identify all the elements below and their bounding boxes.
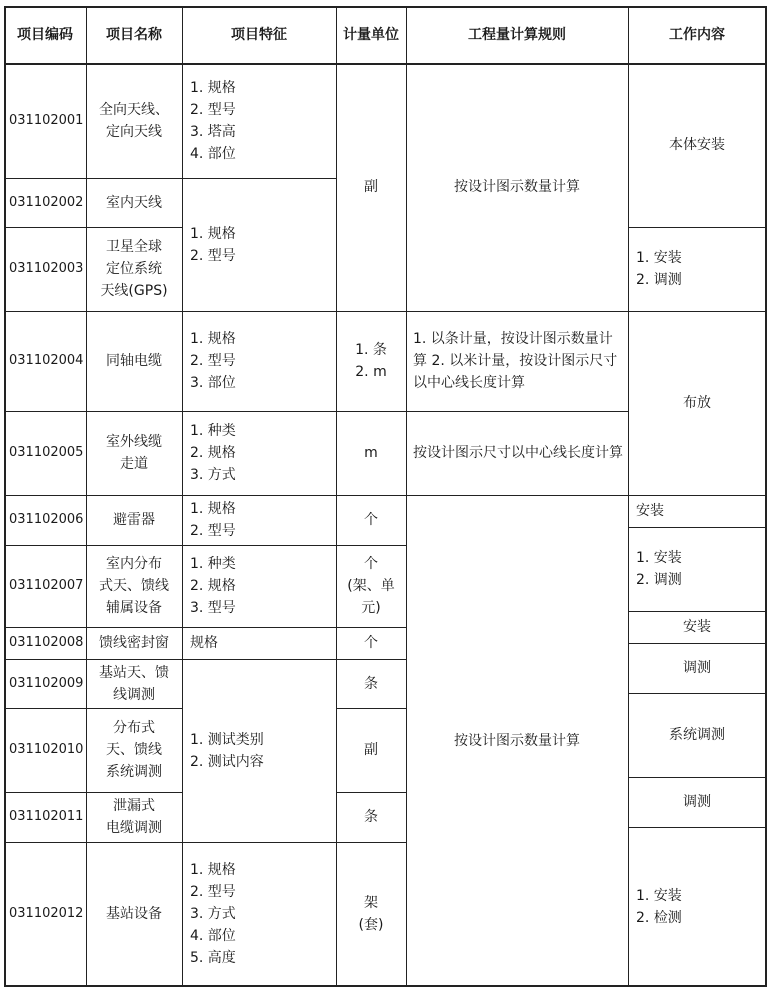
- feature-arrester: 1. 规格 2. 型号: [190, 501, 236, 539]
- table-border-right: [765, 6, 767, 987]
- row-divider: [4, 627, 406, 628]
- name-leaky-cable-test: 泄漏式 电缆调测: [106, 798, 162, 836]
- work-window-install: 安装: [683, 619, 711, 635]
- row-divider: [4, 227, 182, 228]
- header-code: 项目编码: [17, 26, 73, 43]
- work-distribution-install-test: 1. 安装 2. 调测: [636, 550, 682, 588]
- table-border-top: [4, 6, 766, 8]
- work-feeder-test: 调测: [683, 660, 711, 676]
- feature-testing: 1. 测试类别 2. 测试内容: [190, 731, 264, 770]
- code-031102004: 031102004: [9, 353, 84, 368]
- row-divider: [4, 411, 628, 412]
- name-indoor-distribution: 室内分布 式天、馈线 辅属设备: [99, 556, 169, 616]
- code-031102012: 031102012: [9, 906, 84, 921]
- code-031102003: 031102003: [9, 261, 84, 276]
- row-divider: [4, 495, 766, 496]
- feature-feeder-window: 规格: [190, 635, 218, 651]
- feature-base-station: 1. 规格 2. 型号 3. 方式 4. 部位 5. 高度: [190, 862, 236, 966]
- work-divider: [628, 693, 766, 694]
- work-leaky-test: 调测: [683, 794, 711, 810]
- code-031102009: 031102009: [9, 675, 84, 691]
- work-system-test: 系统调测: [669, 727, 725, 743]
- name-base-station-equipment: 基站设备: [106, 906, 162, 922]
- row-divider: [4, 311, 766, 312]
- unit-coax: 1. 条 2. m: [355, 342, 387, 380]
- name-indoor-antenna: 室内天线: [106, 194, 162, 211]
- column-divider: [182, 6, 183, 986]
- code-031102007: 031102007: [9, 578, 84, 593]
- code-031102010: 031102010: [9, 742, 84, 757]
- rule-antennas: 按设计图示数量计算: [454, 179, 580, 195]
- name-coax-cable: 同轴电缆: [106, 353, 162, 369]
- code-031102006: 031102006: [9, 512, 84, 527]
- work-laying: 布放: [683, 395, 711, 411]
- rule-cable-tray: 按设计图示尺寸以中心线长度计算: [413, 445, 623, 461]
- rule-coax: 1. 以条计量，按设计图示数量计算 2. 以米计量，按设计图示尺寸以中心线长度计算: [413, 331, 618, 391]
- unit-cable-tray: m: [364, 445, 378, 461]
- work-equipment-install-check: 1. 安装 2. 检测: [636, 887, 682, 926]
- name-feeder-window: 馈线密封窗: [99, 635, 169, 651]
- column-divider: [406, 6, 407, 986]
- work-divider: [628, 643, 766, 644]
- rule-devices: 按设计图示数量计算: [454, 732, 580, 749]
- unit-base-station-feeder-test: 条: [364, 675, 378, 692]
- unit-base-station: 架 (套): [358, 895, 384, 933]
- work-gps-install-test: 1. 安装 2. 调测: [636, 250, 682, 288]
- column-divider: [86, 6, 87, 986]
- unit-feeder-window: 个: [364, 635, 378, 651]
- header-rule: 工程量计算规则: [468, 26, 566, 43]
- column-divider: [336, 6, 337, 986]
- row-divider: [4, 708, 182, 709]
- name-cable-tray: 室外线缆 走道: [106, 434, 162, 472]
- work-divider: [628, 611, 766, 612]
- name-distributed-feeder-test: 分布式 天、馈线 系统调测: [106, 720, 162, 780]
- feature-antenna: 1. 规格 2. 型号 3. 塔高 4. 部位: [190, 79, 236, 162]
- name-antenna-directional: 全向天线、 定向天线: [99, 101, 169, 140]
- unit-arrester: 个: [364, 512, 378, 528]
- header-work: 工作内容: [669, 26, 725, 43]
- name-gps-antenna: 卫星全球 定位系统 天线(GPS): [100, 239, 168, 299]
- name-base-station-feeder-test: 基站天、馈 线调测: [99, 664, 169, 703]
- row-divider: [336, 792, 406, 793]
- feature-coax: 1. 规格 2. 型号 3. 部位: [190, 331, 236, 391]
- header-feature: 项目特征: [231, 26, 287, 43]
- column-divider: [628, 6, 629, 986]
- feature-cable-tray: 1. 种类 2. 规格 3. 方式: [190, 423, 236, 483]
- work-divider: [628, 527, 766, 528]
- code-031102002: 031102002: [9, 194, 84, 210]
- feature-indoor-gps: 1. 规格 2. 型号: [190, 225, 236, 264]
- header-unit: 计量单位: [343, 26, 399, 43]
- code-031102008: 031102008: [9, 635, 84, 650]
- header-name: 项目名称: [106, 26, 162, 43]
- row-divider: [4, 842, 406, 843]
- work-divider: [628, 777, 766, 778]
- table-border-bottom: [4, 985, 766, 987]
- code-031102005: 031102005: [9, 445, 84, 460]
- row-divider: [4, 545, 406, 546]
- work-divider: [628, 227, 766, 228]
- header-divider: [4, 63, 766, 65]
- feature-indoor-distribution: 1. 种类 2. 规格 3. 型号: [190, 556, 236, 616]
- row-divider: [336, 708, 406, 709]
- unit-antennas: 副: [364, 179, 378, 195]
- code-031102011: 031102011: [9, 809, 84, 824]
- row-divider: [4, 792, 182, 793]
- row-divider: [4, 659, 406, 660]
- work-divider: [628, 827, 766, 828]
- unit-leaky-cable-test: 条: [364, 809, 378, 825]
- table-border-left: [4, 6, 6, 987]
- code-031102001: 031102001: [9, 112, 84, 128]
- work-antenna-install: 本体安装: [669, 137, 725, 153]
- name-arrester: 避雷器: [113, 512, 155, 528]
- work-arrester-install: 安装: [636, 503, 664, 519]
- row-divider: [4, 178, 336, 179]
- unit-indoor-distribution: 个 (架、单 元): [347, 556, 395, 616]
- unit-distributed-feeder-test: 副: [364, 742, 378, 758]
